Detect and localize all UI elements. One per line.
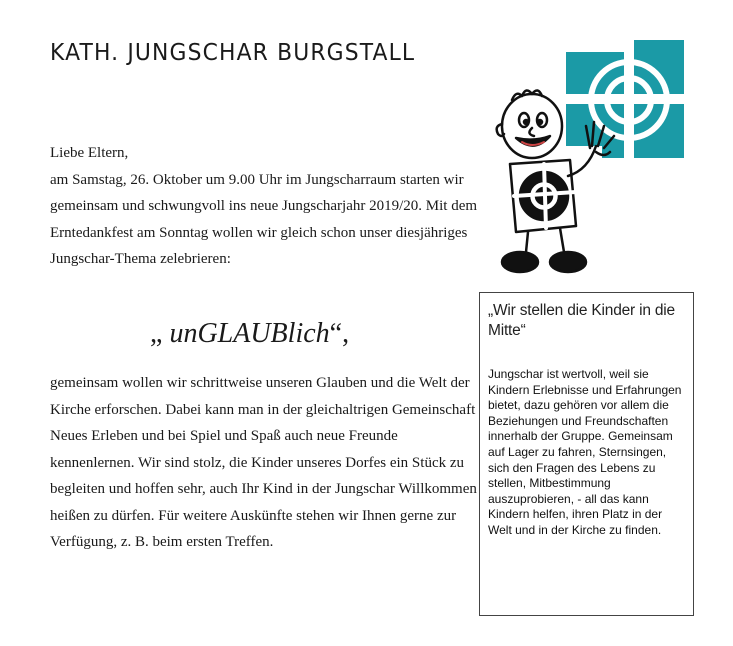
letter-intro: [50, 140, 480, 273]
intro-paragraph: am Samstag, 26. Oktober um 9.00 Uhr im Jungscharraum starten wir gemeinsam und schwungvoll ins neue Jungscharjahr 2019/20. Mit dem Erntedankfest am Sonntag wollen wir gleich schon unser diesjähriges Jungschar-Thema zelebrieren:: [50, 171, 478, 267]
salutation: Liebe Eltern,: [50, 145, 129, 161]
info-box: [479, 292, 694, 616]
info-box-text: Jungschar ist wertvoll, weil sie Kindern Erlebnisse und Erfahrungen bietet, dazu gehören vor allem die Beziehungen und Freundschaften innerhalb der Gruppe. Gemeinsam auf Lager zu fahren, Sternsingen, sich den Fragen des Lebens zu stellen, Mitbestimmung auszuprobieren, - all das kann Kindern helfen, ihren Platz in der Welt und in der Kirche zu finden.: [488, 367, 682, 537]
motto-close-quote: “,: [329, 318, 350, 349]
motto-word: unGLAUBlich: [169, 318, 330, 349]
letter-body: gemeinsam wollen wir schrittweise unseren Glauben und die Welt der Kirche erforschen. Dabei kann man in der gleichaltrigen Gemeinschaft Neues Erleben und bei Spiel und Spaß auch neue Freunde kennenlernen. Wir sind stolz, die Kinder unseres Dorfes ein Stück zu begleiten und hoffen sehr, auch Ihr Kind in der Jungschar Willkommen heißen zu dürfen. Für weitere Auskünfte stehen wir Ihnen gerne zur Verfügung, z. B. beim ersten Treffen.: [50, 375, 477, 550]
info-box-heading: „Wir stellen die Kinder in die Mitte“: [488, 302, 675, 339]
motto-open-quote: „: [150, 318, 170, 349]
page-title: KATH. JUNGSCHAR BURGSTALL: [50, 40, 416, 66]
mascot-illustration: [486, 86, 618, 282]
motto: [150, 318, 349, 350]
